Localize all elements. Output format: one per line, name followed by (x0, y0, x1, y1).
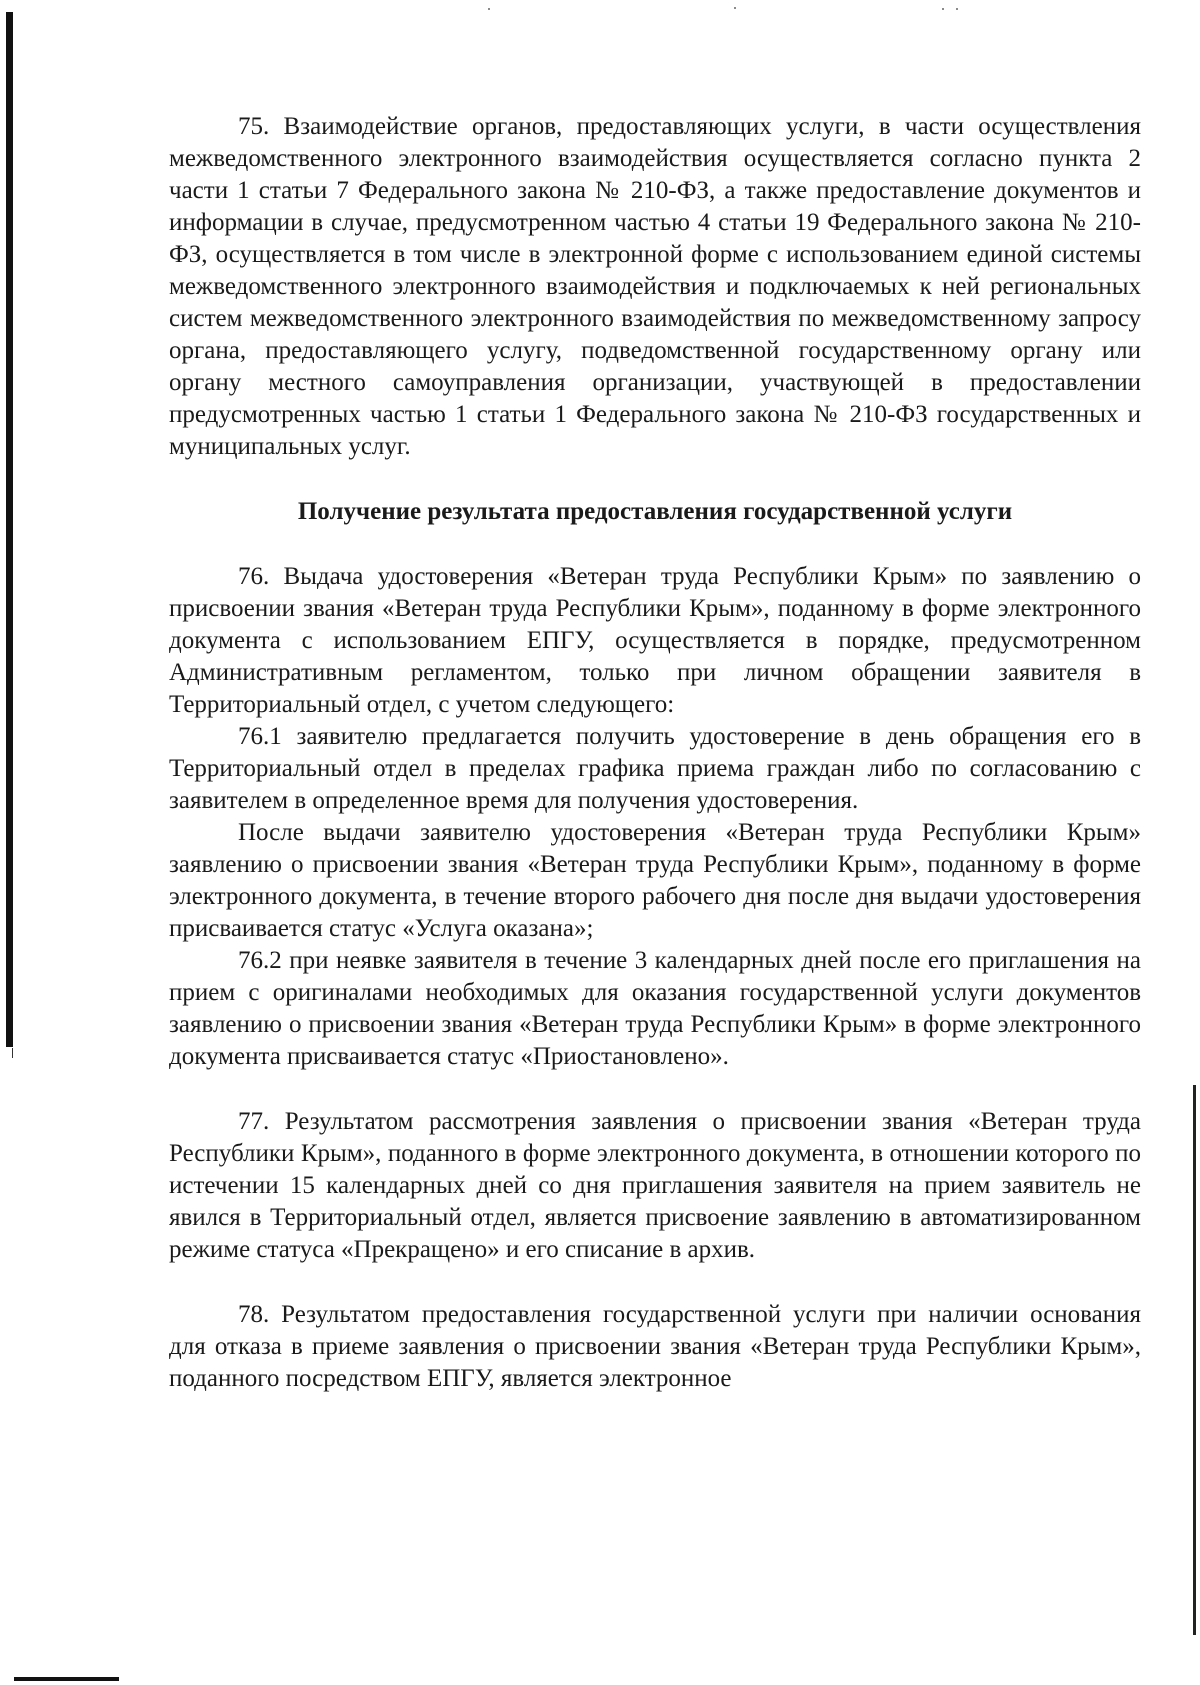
scan-dot (942, 8, 944, 10)
paragraph-76-1: 76.1 заявителю предлагается получить удостоверение в день обращения его в Территориальный отдел в пределах графика приема граждан либо по согласованию с заявителем в определенное время для получения удостоверения. (169, 723, 1141, 814)
paragraph-77: 77. Результатом рассмотрения заявления о присвоении звания «Ветеран труда Республики Крым», поданного в форме электронного документа, в отношении которого по истечении 15 календарных дней со дня приглашения заявителя на прием заявитель не явился в Территориальный отдел, является присвоение заявлению в автоматизированном режиме статуса «Прекращено» и его списание в архив. (169, 1108, 1141, 1263)
scan-edge-left-mark (12, 1048, 13, 1058)
scan-dot (956, 8, 958, 10)
scan-dot (734, 7, 736, 9)
paragraph-75: 75. Взаимодействие органов, предоставляющих услуги, в части осуществления межведомственного электронного взаимодействия осуществляется согласно пункта 2 части 1 статьи 7 Федерального закона № 210-ФЗ, а также предоставление документов и информации в случае, предусмотренном частью 4 статьи 19 Федерального закона № 210-ФЗ, осуществляется в том числе в электронной форме с использованием единой системы межведомственного электронного взаимодействия и подключаемых к ней региональных систем межведомственного электронного взаимодействия по межведомственному запросу органа, предоставляющего услугу, подведомственной государственному органу или органу местного самоуправления организации, участвующей в предоставлении предусмотренных частью 1 статьи 1 Федерального закона № 210-ФЗ государственных и муниципальных услуг. (169, 113, 1141, 460)
scan-edge-bottom (14, 1677, 119, 1681)
paragraph-76: 76. Выдача удостоверения «Ветеран труда Республики Крым» по заявлению о присвоении звания «Ветеран труда Республики Крым», поданному в форме электронного документа с использованием ЕПГУ, осуществляется в порядке, предусмотренном Административным регламентом, только при личном обращении заявителя в Территориальный отдел, с учетом следующего: (169, 563, 1141, 718)
section-heading: Получение результата предоставления государственной услуги (297, 498, 1013, 525)
paragraph-76-1-cont: После выдачи заявителю удостоверения «Ветеран труда Республики Крым» заявлению о присвоении звания «Ветеран труда Республики Крым», поданному в форме электронного документа, в течение второго рабочего дня после дня выдачи удостоверения присваивается статус «Услуга оказана»; (169, 819, 1141, 942)
paragraph-78: 78. Результатом предоставления государственной услуги при наличии основания для отказа в приеме заявления о присвоении звания «Ветеран труда Республики Крым», поданного посредством ЕПГУ, является электронное (169, 1301, 1141, 1392)
scan-dot (488, 8, 490, 10)
paragraph-76-2: 76.2 при неявке заявителя в течение 3 календарных дней после его приглашения на прием с оригиналами необходимых для оказания государственной услуги документов заявлению о присвоении звания «Ветеран труда Республики Крым» в форме электронного документа присваивается статус «Приостановлено». (169, 947, 1141, 1070)
scan-edge-right (1193, 1085, 1196, 1635)
scan-edge-left (6, 12, 13, 1047)
document-body (169, 111, 1141, 1395)
